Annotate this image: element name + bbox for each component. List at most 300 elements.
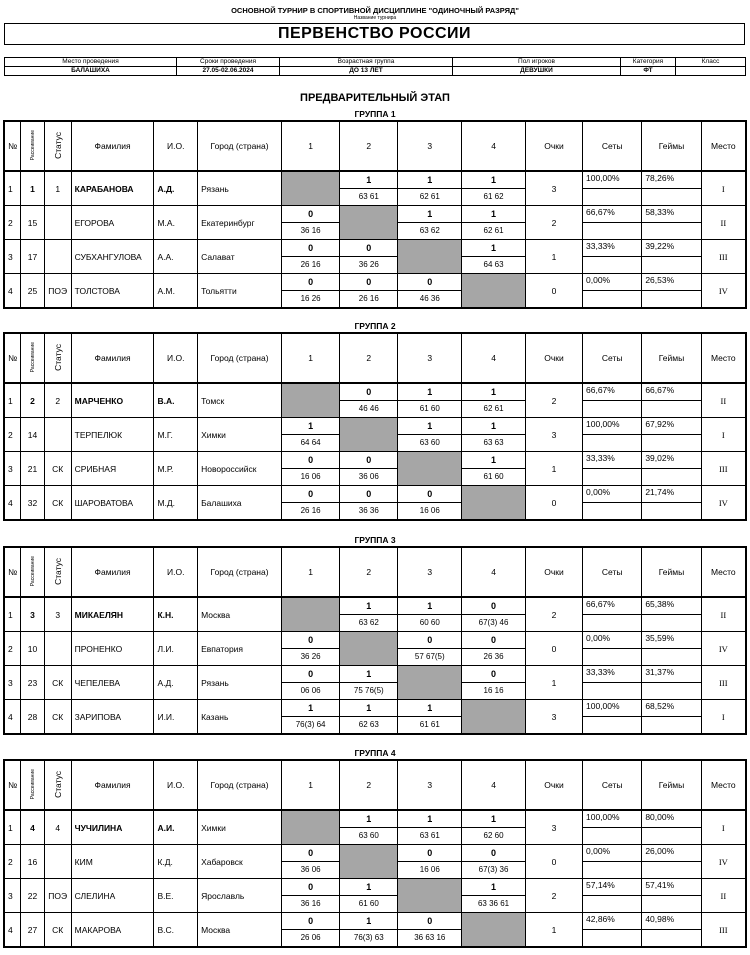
header-place: Место [701, 121, 746, 171]
header-surname: Фамилия [71, 121, 154, 171]
player-games-pct [642, 700, 701, 735]
header-initials: И.О. [154, 333, 198, 383]
group-table [3, 332, 747, 521]
match-score: 36 06 [358, 472, 379, 481]
player-city: Новороссийск [198, 452, 282, 486]
header-surname: Фамилия [71, 547, 154, 597]
header-num: № [4, 121, 21, 171]
match-score: 62 60 [483, 831, 504, 840]
match-result-cell [340, 240, 398, 274]
player-status: ПОЭ [44, 274, 71, 309]
match-score: 57 67(5) [414, 652, 445, 661]
header-initials: И.О. [154, 121, 198, 171]
meta-value-gender: ДЕВУШКИ [453, 67, 621, 76]
player-city: Хабаровск [198, 845, 282, 879]
player-sets-pct [583, 666, 642, 700]
player-row [4, 486, 746, 521]
tournament-name-caption: Название турнира [353, 15, 397, 21]
header-opponent: 1 [282, 760, 340, 810]
match-result-cell [462, 879, 526, 913]
match-points: 1 [398, 811, 461, 828]
player-sets-pct [583, 700, 642, 735]
player-seed: 14 [21, 418, 45, 452]
player-initials: А.А. [154, 240, 198, 274]
player-num: 2 [4, 418, 21, 452]
match-score: 16 16 [483, 686, 504, 695]
player-row [4, 810, 746, 845]
match-score: 16 06 [419, 506, 440, 515]
player-surname: ШАРОВАТОВА [71, 486, 154, 521]
match-points: 0 [282, 486, 339, 503]
player-seed: 21 [21, 452, 45, 486]
player-surname: ПРОНЕНКО [71, 632, 154, 666]
player-sets-pct [583, 383, 642, 418]
header-city: Город (страна) [198, 121, 282, 171]
match-points: 1 [462, 811, 525, 828]
player-seed: 16 [21, 845, 45, 879]
group-table [3, 546, 747, 735]
header-opponent: 2 [340, 333, 398, 383]
player-surname: ТЕРПЕЛЮК [71, 418, 154, 452]
player-status: СК [44, 700, 71, 735]
player-seed: 15 [21, 206, 45, 240]
player-place: IV [701, 274, 746, 309]
match-score: 63 61 [358, 192, 379, 201]
meta-value-age-group: ДО 13 ЛЕТ [280, 67, 453, 76]
match-points: 1 [398, 384, 461, 401]
player-initials: М.Г. [154, 418, 198, 452]
player-sets-pct [583, 597, 642, 632]
match-score: 62 61 [483, 226, 504, 235]
player-initials: М.Р. [154, 452, 198, 486]
player-status [44, 240, 71, 274]
player-city: Ярославль [198, 879, 282, 913]
player-row [4, 913, 746, 948]
match-points: 1 [462, 384, 525, 401]
match-result-cell [282, 700, 340, 735]
header-opponent: 1 [282, 547, 340, 597]
player-sets-pct [583, 845, 642, 879]
match-result-cell [462, 206, 526, 240]
match-score: 61 60 [358, 899, 379, 908]
group-title: ГРУППА 1 [354, 109, 396, 119]
sets-percent: 66,67% [583, 384, 641, 401]
meta-labels-row [5, 58, 746, 67]
player-status: 4 [44, 810, 71, 845]
header-initials: И.О. [154, 547, 198, 597]
group-header-row [4, 547, 746, 597]
match-result-cell [398, 171, 462, 206]
player-points: 1 [525, 666, 582, 700]
match-points: 1 [398, 700, 461, 717]
player-row [4, 418, 746, 452]
header-seed-text: Рассеивание [29, 129, 36, 161]
header-seed-text: Рассеивание [29, 555, 36, 587]
match-result-cell [398, 810, 462, 845]
player-points: 2 [525, 206, 582, 240]
player-num: 1 [4, 597, 21, 632]
games-percent: 21,74% [642, 486, 700, 503]
player-sets-pct [583, 632, 642, 666]
player-city: Москва [198, 913, 282, 948]
player-row [4, 632, 746, 666]
player-status: 2 [44, 383, 71, 418]
self-match-cell [340, 632, 398, 666]
match-result-cell [398, 418, 462, 452]
player-num: 3 [4, 240, 21, 274]
match-score: 26 06 [300, 933, 321, 942]
player-points: 0 [525, 845, 582, 879]
self-match-cell [398, 452, 462, 486]
player-city: Рязань [198, 171, 282, 206]
player-num: 2 [4, 845, 21, 879]
match-score: 46 36 [419, 294, 440, 303]
match-result-cell [462, 597, 526, 632]
match-points: 1 [398, 172, 461, 189]
player-place: I [701, 418, 746, 452]
player-surname: СЛЕЛИНА [71, 879, 154, 913]
match-score: 36 16 [300, 226, 321, 235]
player-place: I [701, 171, 746, 206]
match-result-cell [340, 274, 398, 309]
match-score: 63 60 [358, 831, 379, 840]
player-row [4, 845, 746, 879]
player-points: 1 [525, 452, 582, 486]
player-games-pct [642, 206, 701, 240]
match-score: 62 61 [483, 404, 504, 413]
match-result-cell [462, 171, 526, 206]
match-score: 36 26 [358, 260, 379, 269]
player-surname: СУБХАНГУЛОВА [71, 240, 154, 274]
tournament-meta-table [4, 57, 746, 76]
player-games-pct [642, 486, 701, 521]
match-points: 0 [340, 486, 397, 503]
self-match-cell [398, 666, 462, 700]
player-place: I [701, 810, 746, 845]
match-result-cell [398, 486, 462, 521]
self-match-cell [462, 486, 526, 521]
player-sets-pct [583, 913, 642, 948]
player-points: 1 [525, 240, 582, 274]
match-score: 62 63 [358, 720, 379, 729]
header-points: Очки [525, 547, 582, 597]
player-city: Екатеринбург [198, 206, 282, 240]
player-seed: 23 [21, 666, 45, 700]
match-points: 0 [340, 452, 397, 469]
header-place: Место [701, 547, 746, 597]
header-opponent: 3 [398, 760, 462, 810]
match-result-cell [398, 632, 462, 666]
match-points: 0 [398, 486, 461, 503]
player-status: СК [44, 666, 71, 700]
player-initials: М.Д. [154, 486, 198, 521]
player-initials: В.А. [154, 383, 198, 418]
player-place: IV [701, 845, 746, 879]
player-row [4, 274, 746, 309]
match-points: 0 [282, 452, 339, 469]
match-result-cell [398, 913, 462, 948]
player-games-pct [642, 879, 701, 913]
match-result-cell [340, 810, 398, 845]
player-points: 0 [525, 486, 582, 521]
header-games: Геймы [642, 121, 701, 171]
match-score: 63 63 [483, 438, 504, 447]
header-opponent: 1 [282, 121, 340, 171]
self-match-cell [282, 810, 340, 845]
group-title: ГРУППА 4 [354, 748, 396, 758]
header-opponent: 1 [282, 333, 340, 383]
games-percent: 31,37% [642, 666, 700, 683]
sets-percent: 66,67% [583, 598, 641, 615]
header-opponent: 3 [398, 333, 462, 383]
player-row [4, 240, 746, 274]
match-score: 36 36 [358, 506, 379, 515]
player-surname: ЧУЧИЛИНА [71, 810, 154, 845]
match-result-cell [282, 206, 340, 240]
player-points: 3 [525, 171, 582, 206]
match-points: 1 [340, 879, 397, 896]
sets-percent: 33,33% [583, 452, 641, 469]
match-result-cell [398, 274, 462, 309]
match-points: 1 [340, 666, 397, 683]
player-num: 3 [4, 452, 21, 486]
player-status: СК [44, 452, 71, 486]
player-sets-pct [583, 879, 642, 913]
player-initials: Л.И. [154, 632, 198, 666]
competition-discipline-title: ОСНОВНОЙ ТУРНИР В СПОРТИВНОЙ ДИСЦИПЛИНЕ "ОДИНОЧНЫЙ РАЗРЯД" [231, 6, 519, 15]
self-match-cell [462, 274, 526, 309]
header-initials: И.О. [154, 760, 198, 810]
player-points: 0 [525, 632, 582, 666]
player-num: 3 [4, 879, 21, 913]
match-result-cell [282, 879, 340, 913]
player-place: II [701, 597, 746, 632]
match-result-cell [340, 383, 398, 418]
player-row [4, 206, 746, 240]
match-result-cell [398, 700, 462, 735]
match-points: 0 [282, 274, 339, 291]
group-header-row [4, 760, 746, 810]
games-percent: 80,00% [642, 811, 700, 828]
player-city: Евпатория [198, 632, 282, 666]
player-surname: МАКАРОВА [71, 913, 154, 948]
player-place: I [701, 700, 746, 735]
match-result-cell [340, 666, 398, 700]
match-result-cell [340, 452, 398, 486]
player-status [44, 632, 71, 666]
match-result-cell [398, 383, 462, 418]
match-score: 67(3) 46 [478, 618, 509, 627]
games-percent: 67,92% [642, 418, 700, 435]
match-points: 1 [462, 206, 525, 223]
self-match-cell [398, 240, 462, 274]
header-num: № [4, 547, 21, 597]
header-city: Город (страна) [198, 760, 282, 810]
header-num: № [4, 333, 21, 383]
match-result-cell [282, 845, 340, 879]
player-sets-pct [583, 206, 642, 240]
player-points: 3 [525, 700, 582, 735]
match-score: 36 63 16 [414, 933, 446, 942]
self-match-cell [462, 700, 526, 735]
self-match-cell [340, 418, 398, 452]
player-points: 3 [525, 418, 582, 452]
meta-label-dates: Сроки проведения [177, 58, 280, 67]
match-points: 0 [282, 845, 339, 862]
match-result-cell [282, 240, 340, 274]
player-status [44, 845, 71, 879]
header-sets: Сеты [583, 760, 642, 810]
match-points: 0 [462, 598, 525, 615]
header-opponent: 4 [462, 121, 526, 171]
match-points: 1 [398, 418, 461, 435]
match-points: 1 [340, 700, 397, 717]
self-match-cell [462, 913, 526, 948]
match-score: 61 60 [419, 404, 440, 413]
player-seed: 4 [21, 810, 45, 845]
match-score: 63 62 [358, 618, 379, 627]
games-percent: 26,53% [642, 274, 700, 291]
player-points: 0 [525, 274, 582, 309]
player-seed: 25 [21, 274, 45, 309]
header-status-text: Статус [52, 131, 63, 159]
player-initials: А.И. [154, 810, 198, 845]
player-sets-pct [583, 810, 642, 845]
header-opponent: 2 [340, 547, 398, 597]
sets-percent: 0,00% [583, 274, 641, 291]
header-status [44, 547, 71, 597]
match-points: 1 [282, 418, 339, 435]
header-games: Геймы [642, 760, 701, 810]
match-score: 67(3) 36 [478, 865, 509, 874]
header-opponent: 3 [398, 121, 462, 171]
sets-percent: 100,00% [583, 811, 641, 828]
match-result-cell [282, 486, 340, 521]
player-row [4, 597, 746, 632]
match-result-cell [282, 418, 340, 452]
match-points: 0 [398, 274, 461, 291]
player-row [4, 171, 746, 206]
meta-label-class: Класс [676, 58, 746, 67]
header-sets: Сеты [583, 547, 642, 597]
player-status: 1 [44, 171, 71, 206]
match-result-cell [340, 171, 398, 206]
player-row [4, 383, 746, 418]
match-score: 61 62 [483, 192, 504, 201]
match-score: 64 64 [300, 438, 321, 447]
header-surname: Фамилия [71, 760, 154, 810]
player-initials: В.Е. [154, 879, 198, 913]
match-points: 1 [462, 418, 525, 435]
header-games: Геймы [642, 547, 701, 597]
match-points: 1 [340, 172, 397, 189]
match-score: 63 60 [419, 438, 440, 447]
player-surname: МИКАЕЛЯН [71, 597, 154, 632]
player-points: 3 [525, 810, 582, 845]
player-games-pct [642, 632, 701, 666]
player-seed: 10 [21, 632, 45, 666]
player-games-pct [642, 810, 701, 845]
player-games-pct [642, 383, 701, 418]
games-percent: 78,26% [642, 172, 700, 189]
header-status [44, 333, 71, 383]
player-surname: КАРАБАНОВА [71, 171, 154, 206]
match-score: 75 76(5) [353, 686, 384, 695]
player-city: Химки [198, 418, 282, 452]
header-opponent: 4 [462, 333, 526, 383]
games-percent: 65,38% [642, 598, 700, 615]
player-status: ПОЭ [44, 879, 71, 913]
player-status [44, 206, 71, 240]
match-result-cell [282, 666, 340, 700]
match-result-cell [340, 700, 398, 735]
header-status-text: Статус [52, 557, 63, 585]
match-score: 36 26 [300, 652, 321, 661]
self-match-cell [282, 383, 340, 418]
header-sets: Сеты [583, 333, 642, 383]
match-result-cell [340, 597, 398, 632]
player-initials: К.Д. [154, 845, 198, 879]
player-city: Балашиха [198, 486, 282, 521]
sets-percent: 57,14% [583, 879, 641, 896]
header-place: Место [701, 760, 746, 810]
match-score: 06 06 [300, 686, 321, 695]
player-seed: 2 [21, 383, 45, 418]
group-table [3, 759, 747, 948]
player-initials: А.М. [154, 274, 198, 309]
match-points: 0 [462, 845, 525, 862]
player-city: Тольятти [198, 274, 282, 309]
header-status-text: Статус [52, 343, 63, 371]
match-result-cell [462, 452, 526, 486]
match-points: 0 [462, 666, 525, 683]
player-place: IV [701, 632, 746, 666]
match-result-cell [398, 597, 462, 632]
player-place: II [701, 879, 746, 913]
header-city: Город (страна) [198, 547, 282, 597]
header-seed [21, 760, 45, 810]
player-num: 1 [4, 171, 21, 206]
header-points: Очки [525, 333, 582, 383]
header-seed [21, 547, 45, 597]
match-result-cell [340, 879, 398, 913]
player-city: Химки [198, 810, 282, 845]
stage-title: ПРЕДВАРИТЕЛЬНЫЙ ЭТАП [300, 92, 450, 104]
match-result-cell [462, 810, 526, 845]
match-points: 0 [282, 206, 339, 223]
player-surname: ТОЛСТОВА [71, 274, 154, 309]
header-seed [21, 121, 45, 171]
match-score: 36 16 [300, 899, 321, 908]
player-num: 4 [4, 700, 21, 735]
player-initials: И.И. [154, 700, 198, 735]
match-points: 0 [282, 879, 339, 896]
meta-label-gender: Пол игроков [453, 58, 621, 67]
player-place: III [701, 666, 746, 700]
group-title: ГРУППА 2 [354, 321, 396, 331]
match-result-cell [462, 418, 526, 452]
player-city: Рязань [198, 666, 282, 700]
player-games-pct [642, 171, 701, 206]
player-num: 2 [4, 632, 21, 666]
match-result-cell [462, 632, 526, 666]
header-opponent: 4 [462, 547, 526, 597]
match-result-cell [462, 383, 526, 418]
meta-value-venue: БАЛАШИХА [5, 67, 177, 76]
player-initials: В.С. [154, 913, 198, 948]
match-score: 64 63 [483, 260, 504, 269]
sets-percent: 100,00% [583, 172, 641, 189]
